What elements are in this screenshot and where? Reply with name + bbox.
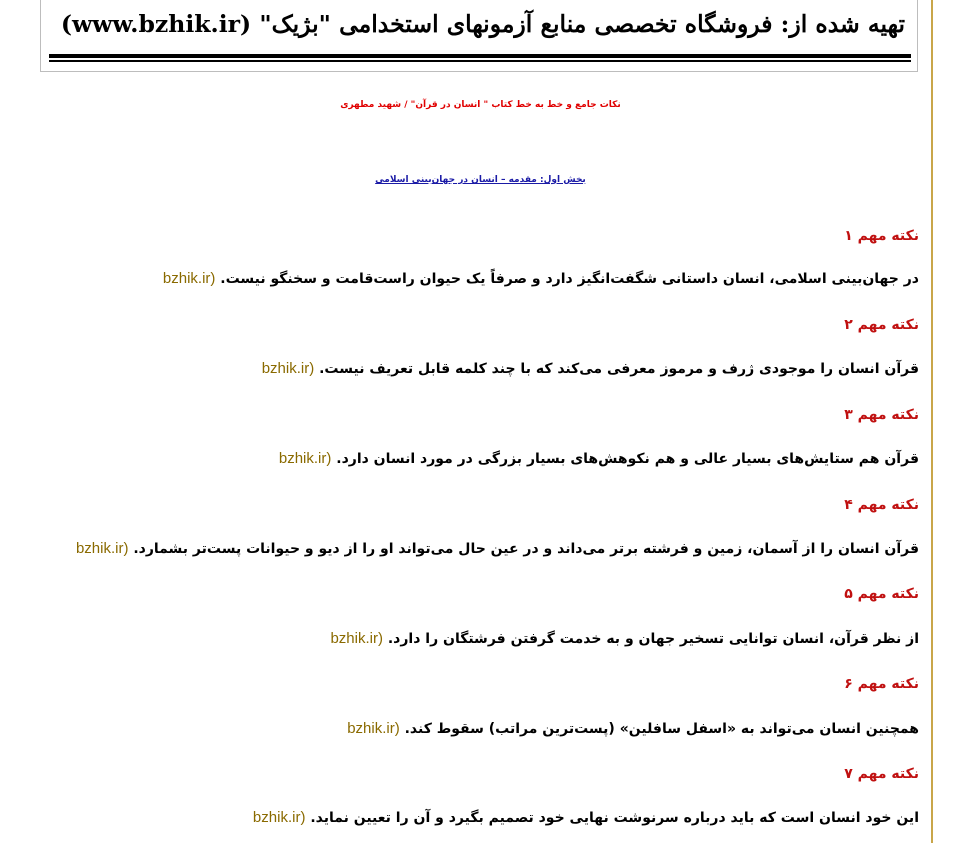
note-heading: نکته مهم ۳: [844, 407, 919, 423]
note-text: [347, 720, 919, 737]
note-text-content: در جهان‌بینی اسلامی، انسان داستانی شگفت‌انگیز دارد و صرفاً یک حیوان راست‌قامت و سخنگو نیست.: [220, 271, 919, 287]
note-text-content: از نظر قرآن، انسان توانایی تسخیر جهان و به خدمت گرفتن فرشتگان را دارد.: [387, 631, 919, 647]
header-text: تهیه شده از: فروشگاه تخصصی منابع آزمونهای استخدامی "بژیک" (www.bzhik.ir): [60, 10, 905, 38]
source-label: (bzhik.ir: [252, 809, 306, 826]
document-title: نکات جامع و خط به خط کتاب " انسان در قرآن" / شهید مطهری: [340, 100, 621, 110]
section-heading: [0, 175, 961, 185]
note-text-content: قرآن انسان را از آسمان، زمین و فرشته برتر می‌داند و در عین حال می‌تواند او را از دیو و حیوانات پست‌تر بشمارد.: [133, 541, 919, 557]
source-label: (bzhik.ir: [330, 630, 383, 647]
note-text: [279, 450, 919, 467]
note-text: [262, 360, 919, 377]
note-heading: نکته مهم ۴: [844, 497, 919, 513]
section-heading-link[interactable]: بخش اول: مقدمه – انسان در جهان‌بینی اسلامی: [375, 175, 586, 185]
source-label: (bzhik.ir: [162, 270, 216, 287]
note-heading: نکته مهم ۶: [844, 676, 919, 692]
note-heading: نکته مهم ۲: [844, 317, 919, 333]
header-rule-thick: [49, 54, 911, 58]
note-text-content: قرآن انسان را موجودی ژرف و مرموز معرفی می‌کند که با چند کلمه قابل تعریف نیست.: [319, 361, 919, 377]
source-label: (bzhik.ir: [278, 450, 332, 467]
page-margin-rule: [931, 0, 933, 843]
source-label: (bzhik.ir: [75, 540, 129, 557]
note-heading: نکته مهم ۵: [844, 586, 919, 602]
source-label: (bzhik.ir: [261, 360, 315, 377]
note-text: [76, 540, 919, 557]
source-label: (bzhik.ir: [347, 720, 400, 737]
note-text: [330, 630, 919, 647]
note-text-content: همچنین انسان می‌تواند به «اسفل سافلین» (پست‌ترین مراتب) سقوط کند.: [404, 721, 919, 737]
note-text-content: این خود انسان است که باید درباره سرنوشت نهایی خود تصمیم بگیرد و آن را تعیین نماید.: [310, 810, 919, 826]
note-heading: نکته مهم ۱: [844, 228, 919, 244]
note-text: [163, 270, 919, 287]
header-banner: [40, 0, 918, 72]
header-rule-thin: [49, 60, 911, 62]
note-heading: نکته مهم ۷: [844, 766, 919, 782]
note-text-content: قرآن هم ستایش‌های بسیار عالی و هم نکوهش‌های بسیار بزرگی در مورد انسان دارد.: [336, 451, 919, 467]
note-text: [253, 809, 919, 826]
